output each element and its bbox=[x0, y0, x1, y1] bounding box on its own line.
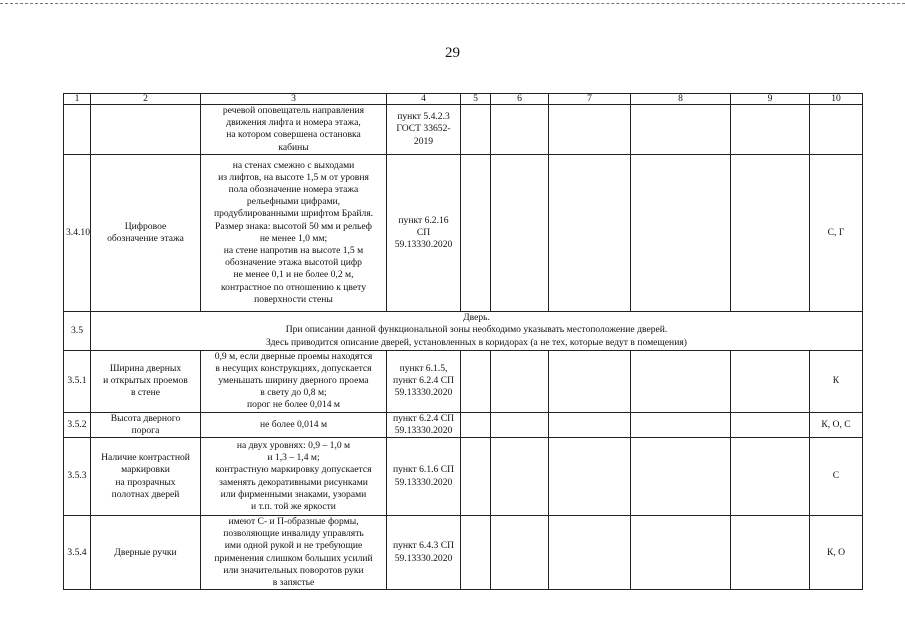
name-cell-line: маркировки bbox=[121, 464, 170, 476]
reference-cell-line: пункт 6.1.5, bbox=[399, 362, 448, 374]
requirement-cell-line: и т.п. той же яркости bbox=[251, 500, 336, 512]
empty-cell bbox=[461, 154, 491, 311]
empty-cell bbox=[631, 412, 731, 437]
name-cell-line: на прозрачных bbox=[115, 476, 176, 488]
requirement-cell-line: в запястье bbox=[272, 577, 315, 589]
requirement-cell-line: на стене напротив на высоте 1,5 м bbox=[223, 245, 364, 257]
reference-cell bbox=[387, 105, 461, 155]
reference-cell-line: 59.13330.2020 bbox=[394, 424, 453, 436]
empty-cell bbox=[491, 438, 549, 516]
section-cell-line: Здесь приводится описание дверей, установленных в коридорах (а не тех, которые ведут в помещения) bbox=[266, 337, 687, 348]
requirement-cell-line: имеют С- и П-образные формы, bbox=[228, 516, 359, 528]
name-cell-line: Цифровое bbox=[124, 220, 167, 232]
requirement-cell-line: обозначение этажа высотой цифр bbox=[225, 257, 362, 269]
name-cell-line: Наличие контрастной bbox=[101, 452, 190, 464]
header-row bbox=[64, 94, 863, 105]
requirement-cell-line: порог не более 0,014 м bbox=[247, 399, 340, 411]
name-cell bbox=[91, 412, 201, 437]
code-cell bbox=[810, 105, 863, 155]
empty-cell bbox=[461, 350, 491, 412]
requirement-cell-line: движения лифта и номера этажа, bbox=[226, 117, 361, 129]
requirement-cell bbox=[201, 438, 387, 516]
requirement-cell-line: в свету до 0,8 м; bbox=[260, 387, 327, 399]
code-cell: С bbox=[810, 438, 863, 516]
empty-cell bbox=[731, 516, 810, 590]
reference-cell-line: пункт 6.2.4 СП bbox=[392, 412, 455, 424]
requirement-cell-line: заменять декоративными рисунками bbox=[219, 476, 368, 488]
requirement-cell-line: применения слишком больших усилий bbox=[214, 552, 373, 564]
code-cell: К bbox=[810, 350, 863, 412]
requirement-cell-line: Размер знака: высотой 50 мм и рельеф bbox=[215, 220, 372, 232]
reference-cell-line: 59.13330.2020 bbox=[394, 552, 453, 564]
empty-cell bbox=[491, 412, 549, 437]
table-row bbox=[64, 105, 863, 155]
column-header: 2 bbox=[91, 94, 201, 105]
requirement-cell-line: в несущих конструкциях, допускается bbox=[215, 362, 372, 374]
column-header: 9 bbox=[731, 94, 810, 105]
requirement-cell-line: или фирменными знаками, узорами bbox=[220, 488, 367, 500]
empty-cell bbox=[549, 438, 631, 516]
empty-cell bbox=[491, 154, 549, 311]
empty-cell bbox=[731, 154, 810, 311]
requirement-cell bbox=[201, 516, 387, 590]
empty-cell bbox=[491, 516, 549, 590]
requirement-cell-line: не менее 0,1 и не более 0,2 м, bbox=[233, 269, 354, 281]
requirement-cell-line: контрастное по отношению к цвету bbox=[220, 281, 367, 293]
empty-cell bbox=[461, 438, 491, 516]
requirement-cell-line: речевой оповещатель направления bbox=[222, 105, 365, 116]
empty-cell bbox=[549, 105, 631, 155]
code-cell: С, Г bbox=[810, 154, 863, 311]
requirement-cell-line: контрастную маркировку допускается bbox=[215, 464, 372, 476]
requirement-cell bbox=[201, 412, 387, 437]
requirement-cell-line: 0,9 м, если дверные проемы находятся bbox=[214, 350, 373, 362]
requirement-cell-line: и 1,3 – 1,4 м; bbox=[267, 452, 320, 464]
item-number-cell: 3.5.2 bbox=[64, 412, 91, 437]
empty-cell bbox=[731, 105, 810, 155]
name-cell-line: Ширина дверных bbox=[109, 362, 182, 374]
column-header: 4 bbox=[387, 94, 461, 105]
reference-cell bbox=[387, 438, 461, 516]
empty-cell bbox=[549, 412, 631, 437]
name-cell-line: полотнах дверей bbox=[111, 488, 180, 500]
name-cell bbox=[91, 516, 201, 590]
name-cell-line: и открытых проемов bbox=[103, 375, 188, 386]
name-cell-line: порога bbox=[131, 424, 160, 436]
empty-cell bbox=[549, 154, 631, 311]
empty-cell bbox=[461, 516, 491, 590]
table-row bbox=[64, 438, 863, 516]
requirement-cell bbox=[201, 154, 387, 311]
reference-cell-line: пункт 6.1.6 СП bbox=[392, 464, 455, 476]
code-cell: К, О, С bbox=[810, 412, 863, 437]
empty-cell bbox=[731, 438, 810, 516]
name-cell-line: Высота дверного bbox=[110, 412, 181, 424]
empty-cell bbox=[631, 105, 731, 155]
reference-cell-line: пункт 6.2.16 bbox=[398, 214, 449, 226]
empty-cell bbox=[731, 412, 810, 437]
code-cell: К, О bbox=[810, 516, 863, 590]
empty-cell bbox=[631, 350, 731, 412]
empty-cell bbox=[491, 350, 549, 412]
section-cell bbox=[91, 311, 863, 350]
item-number-cell bbox=[64, 105, 91, 155]
empty-cell bbox=[631, 154, 731, 311]
name-cell bbox=[91, 105, 201, 155]
requirement-cell bbox=[201, 105, 387, 155]
empty-cell bbox=[549, 350, 631, 412]
empty-cell bbox=[631, 516, 731, 590]
reference-cell-line: ГОСТ 33652- bbox=[396, 123, 451, 135]
section-row bbox=[64, 311, 863, 350]
column-header: 8 bbox=[631, 94, 731, 105]
reference-cell-line: пункт 6.4.3 СП bbox=[392, 540, 455, 552]
requirement-cell-line: ими одной рукой и не требующие bbox=[224, 540, 363, 552]
reference-cell-line: СП bbox=[416, 226, 431, 238]
column-header: 3 bbox=[201, 94, 387, 105]
table-row bbox=[64, 516, 863, 590]
requirement-cell-line: на котором совершена остановка bbox=[226, 129, 361, 141]
item-number-cell: 3.5.3 bbox=[64, 438, 91, 516]
empty-cell bbox=[631, 438, 731, 516]
requirement-cell-line: продублированными шрифтом Брайля. bbox=[213, 208, 374, 220]
requirement-cell-line: поверхности стены bbox=[254, 293, 333, 305]
reference-cell bbox=[387, 516, 461, 590]
requirement-cell-line: не более 0,014 м bbox=[259, 418, 328, 430]
table-row bbox=[64, 154, 863, 311]
requirement-cell-line: уменьшать ширину дверного проема bbox=[218, 375, 369, 386]
name-cell-line: Дверные ручки bbox=[114, 546, 177, 558]
empty-cell bbox=[491, 105, 549, 155]
table-row bbox=[64, 350, 863, 412]
requirement-cell-line: не менее 1,0 мм; bbox=[259, 232, 328, 244]
name-cell bbox=[91, 438, 201, 516]
requirement-cell-line: пола обозначение номера этажа bbox=[228, 184, 359, 195]
requirement-cell-line: на двух уровнях: 0,9 – 1,0 м bbox=[236, 439, 351, 451]
requirement-cell-line: из лифтов, на высоте 1,5 м от уровня bbox=[218, 171, 369, 183]
name-cell bbox=[91, 154, 201, 311]
page-top-border bbox=[0, 3, 905, 4]
column-header: 1 bbox=[64, 94, 91, 105]
section-cell-line: При описании данной функциональной зоны необходимо указывать местоположение дверей. bbox=[285, 324, 668, 336]
empty-cell bbox=[549, 516, 631, 590]
reference-cell-line: пункт 5.4.2.3 bbox=[397, 111, 450, 123]
item-number-cell: 3.4.10 bbox=[64, 154, 91, 311]
item-number-cell: 3.5.1 bbox=[64, 350, 91, 412]
section-cell-line: Дверь. bbox=[463, 311, 490, 323]
reference-cell-line: пункт 6.2.4 СП bbox=[392, 375, 455, 386]
reference-cell-line: 59.13330.2020 bbox=[394, 476, 453, 488]
reference-cell-line: 59.13330.2020 bbox=[394, 387, 453, 399]
column-header: 10 bbox=[810, 94, 863, 105]
item-number-cell: 3.5 bbox=[64, 311, 91, 350]
empty-cell bbox=[461, 105, 491, 155]
requirement-cell-line: рельефными цифрами, bbox=[246, 196, 341, 208]
item-number-cell: 3.5.4 bbox=[64, 516, 91, 590]
name-cell bbox=[91, 350, 201, 412]
column-header: 6 bbox=[491, 94, 549, 105]
requirement-cell bbox=[201, 350, 387, 412]
requirement-cell-line: на стенах смежно с выходами bbox=[232, 159, 355, 171]
reference-cell bbox=[387, 412, 461, 437]
table-row bbox=[64, 412, 863, 437]
column-header: 7 bbox=[549, 94, 631, 105]
name-cell-line: в стене bbox=[130, 387, 161, 399]
reference-cell-line: 59.13330.2020 bbox=[394, 238, 453, 250]
requirement-cell-line: или значительных поворотов руки bbox=[223, 564, 364, 576]
empty-cell bbox=[461, 412, 491, 437]
reference-cell bbox=[387, 350, 461, 412]
name-cell-line: обозначение этажа bbox=[107, 232, 184, 244]
requirement-cell-line: позволяющие инвалиду управлять bbox=[223, 528, 364, 540]
empty-cell bbox=[731, 350, 810, 412]
requirements-table bbox=[63, 93, 863, 590]
reference-cell bbox=[387, 154, 461, 311]
requirement-cell-line: кабины bbox=[278, 141, 309, 153]
column-header: 5 bbox=[461, 94, 491, 105]
reference-cell-line: 2019 bbox=[413, 135, 434, 147]
page-number: 29 bbox=[445, 45, 460, 61]
